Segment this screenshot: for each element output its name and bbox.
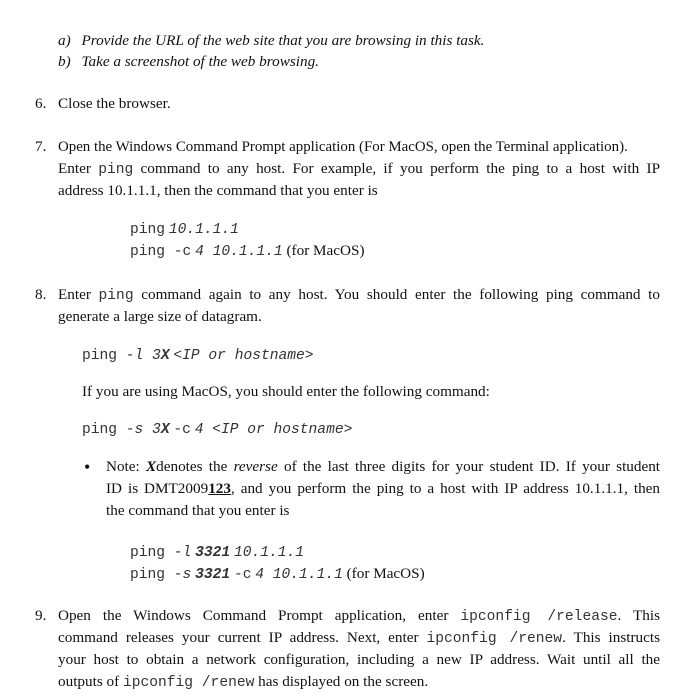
- list-marker: b): [58, 53, 71, 70]
- inline-code: ping: [98, 162, 134, 178]
- inline-code: ping: [98, 288, 134, 304]
- step-7-line-1: Open the Windows Command Prompt application (For MacOS, open the Terminal application).: [58, 139, 628, 155]
- code-line: [82, 344, 314, 367]
- step-number: 6.: [35, 95, 47, 112]
- code-argument: <IP or hostname>: [173, 348, 314, 364]
- code: -c: [173, 422, 191, 438]
- code: ping -: [130, 567, 183, 583]
- code-argument: 10.1.1.1: [233, 545, 304, 561]
- code-flag: s 3: [134, 422, 161, 438]
- text: of the last three digits for your student ID. If your student: [283, 458, 661, 475]
- code-argument: 4 10.1.1.1: [255, 567, 343, 583]
- list-marker: a): [58, 32, 71, 49]
- text: ID is DMT2009: [106, 480, 209, 497]
- code-argument: 4 10.1.1.1: [195, 244, 283, 260]
- text: command releases your current IP address. Next, enter: [58, 629, 419, 646]
- text: has displayed on the screen.: [258, 673, 429, 690]
- inline-code: ipconfig /renew: [426, 631, 563, 647]
- code: ping -c: [130, 244, 192, 260]
- code-line: [130, 240, 365, 263]
- code-note: (for MacOS): [286, 242, 365, 259]
- code-line: [130, 541, 304, 564]
- step-number: 7.: [35, 138, 47, 155]
- inline-code: ipconfig /renew: [122, 675, 255, 691]
- code-argument: 4 <IP or hostname>: [194, 422, 353, 438]
- inline-code: ipconfig /release: [460, 609, 618, 625]
- code-line: [130, 563, 425, 586]
- bullet-icon: •: [84, 457, 91, 477]
- list-item-a: [58, 30, 484, 52]
- code-placeholder-x: X: [160, 348, 170, 364]
- code-line: [130, 218, 239, 241]
- text: Enter: [58, 286, 91, 303]
- text: Open the Windows Command Prompt application, enter: [58, 607, 449, 624]
- code: -c: [233, 567, 252, 583]
- code-number: 3321: [195, 545, 231, 561]
- note-x: X: [146, 458, 157, 475]
- step-9-line-2: [58, 627, 660, 650]
- code-number: 3321: [195, 567, 231, 583]
- step-6-text: Close the browser.: [58, 95, 171, 112]
- text: Enter: [58, 160, 91, 177]
- code: ping -: [130, 545, 183, 561]
- code-placeholder-x: X: [160, 422, 170, 438]
- text: outputs of: [58, 673, 120, 690]
- emphasis: reverse: [233, 458, 278, 475]
- code-note: (for MacOS): [346, 565, 425, 582]
- code: ping -: [82, 422, 135, 438]
- code-flag: l 3: [134, 348, 161, 364]
- code-flag: s: [182, 567, 192, 583]
- code: ping: [130, 222, 166, 238]
- note-line-1: [106, 456, 660, 478]
- note-line-2: [106, 478, 660, 500]
- step-7-line-3: address 10.1.1.1, then the command that you enter is: [58, 182, 378, 199]
- step-9-line-1: [58, 605, 660, 628]
- text: command to any host. For example, if you perform the ping to a host with IP: [140, 160, 661, 177]
- text: . This: [617, 607, 661, 624]
- note-line-3: the command that you enter is: [106, 502, 290, 519]
- step-number: 9.: [35, 607, 47, 624]
- list-item-text: Take a screenshot of the web browsing.: [81, 53, 319, 70]
- text: command again to any host. You should enter the following ping command to: [141, 286, 660, 303]
- macos-text: If you are using MacOS, you should enter the following command:: [82, 383, 490, 400]
- code-argument: 10.1.1.1: [168, 222, 239, 238]
- list-item-text: Provide the URL of the web site that you are browsing in this task.: [81, 32, 485, 49]
- code: ping -: [82, 348, 135, 364]
- text: denotes the: [156, 458, 228, 475]
- text: Note:: [106, 458, 140, 475]
- step-8-line-1: [58, 284, 660, 307]
- list-item-b: [58, 51, 319, 73]
- text: . This instructs: [562, 629, 660, 646]
- step-9-line-3: your host to obtain a network configuration, including a new IP address. Wait until all the: [58, 651, 660, 668]
- step-8-line-2: generate a large size of datagram.: [58, 308, 262, 325]
- step-7-line-2: [58, 158, 660, 181]
- code-flag: l: [182, 545, 192, 561]
- code-line: [82, 418, 352, 441]
- step-9-line-4: [58, 671, 428, 694]
- text: , and you perform the ping to a host with IP address 10.1.1.1, then: [230, 480, 660, 497]
- underlined-digits: 123: [208, 480, 231, 497]
- step-number: 8.: [35, 286, 47, 303]
